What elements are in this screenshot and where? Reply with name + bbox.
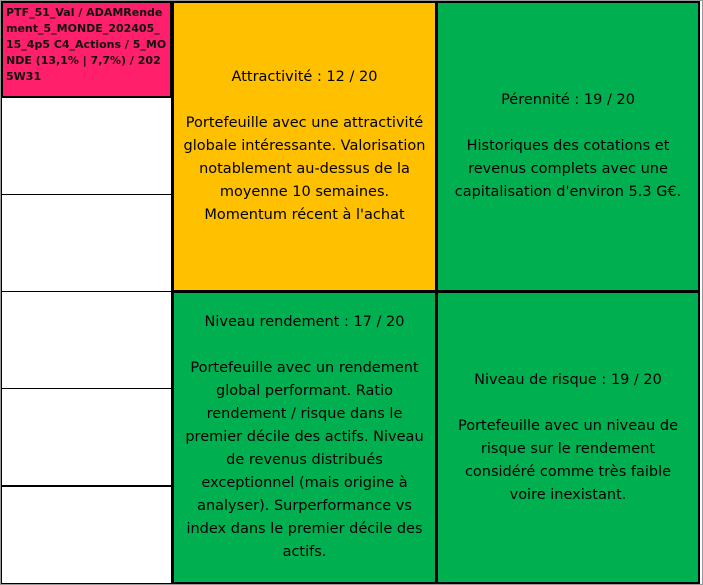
perennite-tile bbox=[436, 1, 700, 292]
risque-tile bbox=[436, 291, 700, 584]
attractivite-heading: Attractivité : 12 / 20 bbox=[231, 69, 378, 85]
perennite-heading: Pérennité : 19 / 20 bbox=[501, 92, 635, 108]
empty-cell bbox=[1, 97, 172, 195]
risque-heading: Niveau de risque : 19 / 20 bbox=[474, 371, 662, 388]
empty-cell bbox=[1, 194, 172, 292]
rendement-tile bbox=[172, 291, 437, 584]
empty-cell bbox=[1, 291, 172, 389]
rendement-text: Portefeuille avec un rendement global performant. Ratio rendement / risque dans le premier décile des actifs. Niveau de revenus distribués exceptionnel (mais origine à analyser). Surperformance vs index dans le premier décile des actifs. bbox=[185, 360, 424, 560]
empty-cell bbox=[1, 388, 172, 486]
attractivite-tile bbox=[172, 1, 437, 292]
attractivite-text: Portefeuille avec une attractivité globale intéressante. Valorisation notablement au-dessus de la moyenne 10 semaines. Momentum récent à l'achat bbox=[183, 115, 426, 223]
risque-text: Portefeuille avec un niveau de risque sur le rendement considéré comme très faible voire inexistant. bbox=[458, 417, 678, 503]
portfolio-title: PTF_51_Val / ADAMRendement_5_MONDE_202405_15_4p5 C4_Actions / 5_MONDE (13,1% | 7,7%) / 2025W31 bbox=[1, 1, 172, 98]
perennite-text: Historiques des cotations et revenus complets avec une capitalisation d'environ 5.3 G€. bbox=[454, 138, 682, 200]
empty-cell bbox=[1, 486, 172, 584]
rendement-heading: Niveau rendement : 17 / 20 bbox=[204, 314, 405, 330]
